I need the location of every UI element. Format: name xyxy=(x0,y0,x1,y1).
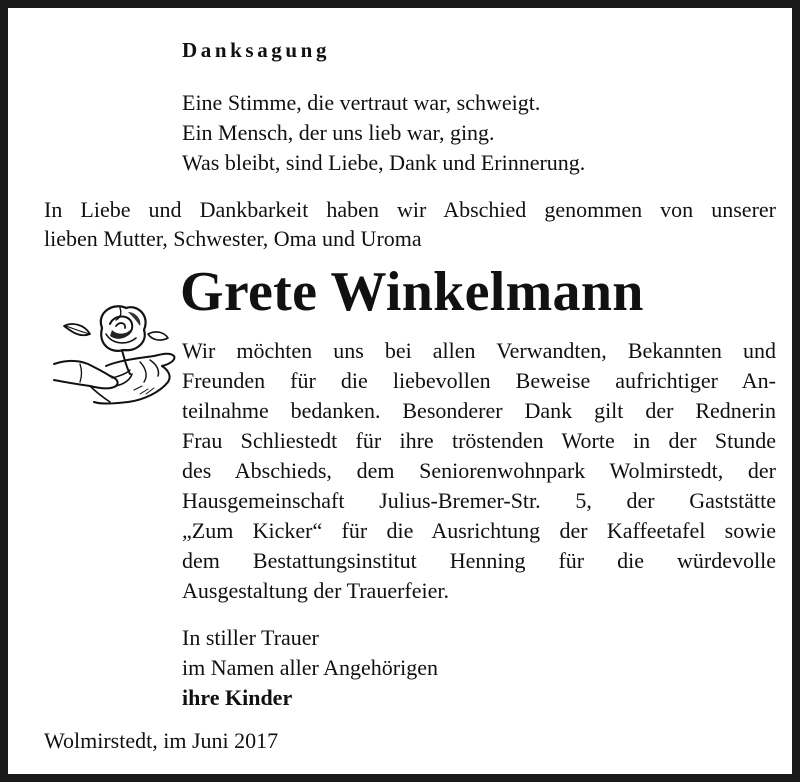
intro-text xyxy=(44,195,776,253)
body-line: Frau Schliestedt für ihre tröstenden Worte in der Stunde xyxy=(182,428,776,453)
body-line: teilnahme bedanken. Besonderer Dank gilt der Rednerin xyxy=(182,398,776,423)
signature: ihre Kinder xyxy=(182,685,293,710)
poem-line: Was bleibt, sind Liebe, Dank und Erinnerung. xyxy=(182,150,586,175)
closing-block xyxy=(182,623,438,713)
notice-heading: Danksagung xyxy=(182,38,331,62)
body-line: Freunden für die liebevollen Beweise aufrichtiger An- xyxy=(182,368,776,393)
deceased-name: Grete Winkelmann xyxy=(180,261,644,323)
closing-line: im Namen aller Angehörigen xyxy=(182,655,438,680)
intro-line: In Liebe und Dankbarkeit haben wir Abschied genommen von unserer xyxy=(44,197,776,222)
rose-in-hands-icon xyxy=(50,294,180,416)
body-line: des Abschieds, dem Seniorenwohnpark Wolmirstedt, der xyxy=(182,458,776,483)
closing-line: In stiller Trauer xyxy=(182,625,319,650)
poem-line: Ein Mensch, der uns lieb war, ging. xyxy=(182,120,495,145)
place-and-date: Wolmirstedt, im Juni 2017 xyxy=(44,728,279,753)
poem-line: Eine Stimme, die vertraut war, schweigt. xyxy=(182,90,541,115)
body-line: Wir möchten uns bei allen Verwandten, Bekannten und xyxy=(182,338,776,363)
thank-you-text xyxy=(182,336,776,606)
intro-line: lieben Mutter, Schwester, Oma und Uroma xyxy=(44,226,422,251)
body-line: dem Bestattungsinstitut Henning für die würdevolle xyxy=(182,548,776,573)
poem xyxy=(182,88,585,178)
body-line: Ausgestaltung der Trauerfeier. xyxy=(182,578,449,603)
body-line: „Zum Kicker“ für die Ausrichtung der Kaffeetafel sowie xyxy=(182,518,776,543)
body-line: Hausgemeinschaft Julius-Bremer-Str. 5, der Gaststätte xyxy=(182,488,776,513)
